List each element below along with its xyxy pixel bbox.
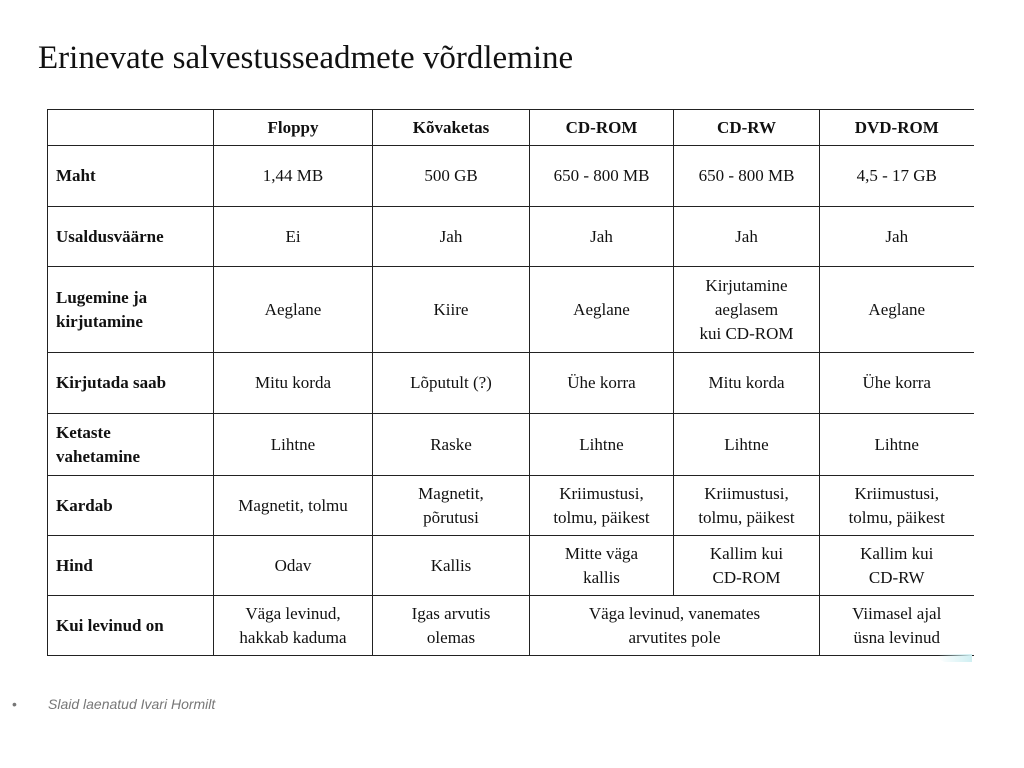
table-cell: Magnetit, põrutusi [373,476,530,536]
table-cell: Mitu korda [214,353,373,414]
decorative-accent [938,654,972,662]
table-row [48,146,974,207]
table-cell: Kiire [373,267,530,353]
table-cell: Odav [214,536,373,596]
table-header-row [48,110,974,146]
table-cell: Raske [373,414,530,476]
table-cell: 4,5 - 17 GB [820,146,974,207]
table-cell: Aeglane [820,267,974,353]
table-cell: Jah [373,207,530,267]
table-cell: Jah [674,207,820,267]
row-header: Maht [48,146,214,207]
row-header: Ketaste vahetamine [48,414,214,476]
table-row [48,596,974,656]
row-header: Kirjutada saab [48,353,214,414]
table-cell: Aeglane [214,267,373,353]
table-cell: Ühe korra [820,353,974,414]
table-cell: Lihtne [214,414,373,476]
table-cell: Kallis [373,536,530,596]
column-header-dvd-rom: DVD-ROM [820,110,974,146]
column-header-floppy: Floppy [214,110,373,146]
row-header: Usaldusväärne [48,207,214,267]
row-header: Lugemine ja kirjutamine [48,267,214,353]
table-cell: Kallim kui CD-RW [820,536,974,596]
table-cell: Lihtne [820,414,974,476]
row-header: Kui levinud on [48,596,214,656]
table-cell: 1,44 MB [214,146,373,207]
column-header-cd-rom: CD-ROM [530,110,674,146]
table-cell: Väga levinud, hakkab kaduma [214,596,373,656]
table-row [48,414,974,476]
footer-text: Slaid laenatud Ivari Hormilt [48,696,216,712]
table-cell: 500 GB [373,146,530,207]
table-cell: Kallim kui CD-ROM [674,536,820,596]
table-cell: Ühe korra [530,353,674,414]
table-row [48,476,974,536]
table-cell: Kirjutamine aeglasem kui CD-ROM [674,267,820,353]
table-cell: Jah [820,207,974,267]
table-cell: Lõputult (?) [373,353,530,414]
row-header: Hind [48,536,214,596]
table-row [48,207,974,267]
column-header-cd-rw: CD-RW [674,110,820,146]
table-cell-merged: Väga levinud, vanemates arvutites pole [530,596,820,656]
table-cell: Aeglane [530,267,674,353]
table-cell: Lihtne [530,414,674,476]
bullet-icon: • [12,696,17,712]
table-cell: Magnetit, tolmu [214,476,373,536]
slide-title: Erinevate salvestusseadmete võrdlemine [38,40,574,76]
column-header-hard-disk: Kõvaketas [373,110,530,146]
table-cell: Jah [530,207,674,267]
table-cell: Mitte väga kallis [530,536,674,596]
table-row [48,267,974,353]
table-cell: Igas arvutis olemas [373,596,530,656]
table-cell: Kriimustusi, tolmu, päikest [530,476,674,536]
column-header-empty [48,110,214,146]
table-row [48,536,974,596]
table-cell: 650 - 800 MB [530,146,674,207]
table-cell: Lihtne [674,414,820,476]
table-cell: Ei [214,207,373,267]
table-cell: Viimasel ajal üsna levinud [820,596,974,656]
table-cell: Kriimustusi, tolmu, päikest [674,476,820,536]
footer-note [12,696,215,712]
row-header: Kardab [48,476,214,536]
table-cell: Kriimustusi, tolmu, päikest [820,476,974,536]
table-cell: 650 - 800 MB [674,146,820,207]
comparison-table [47,109,974,656]
table-row [48,353,974,414]
table-cell: Mitu korda [674,353,820,414]
